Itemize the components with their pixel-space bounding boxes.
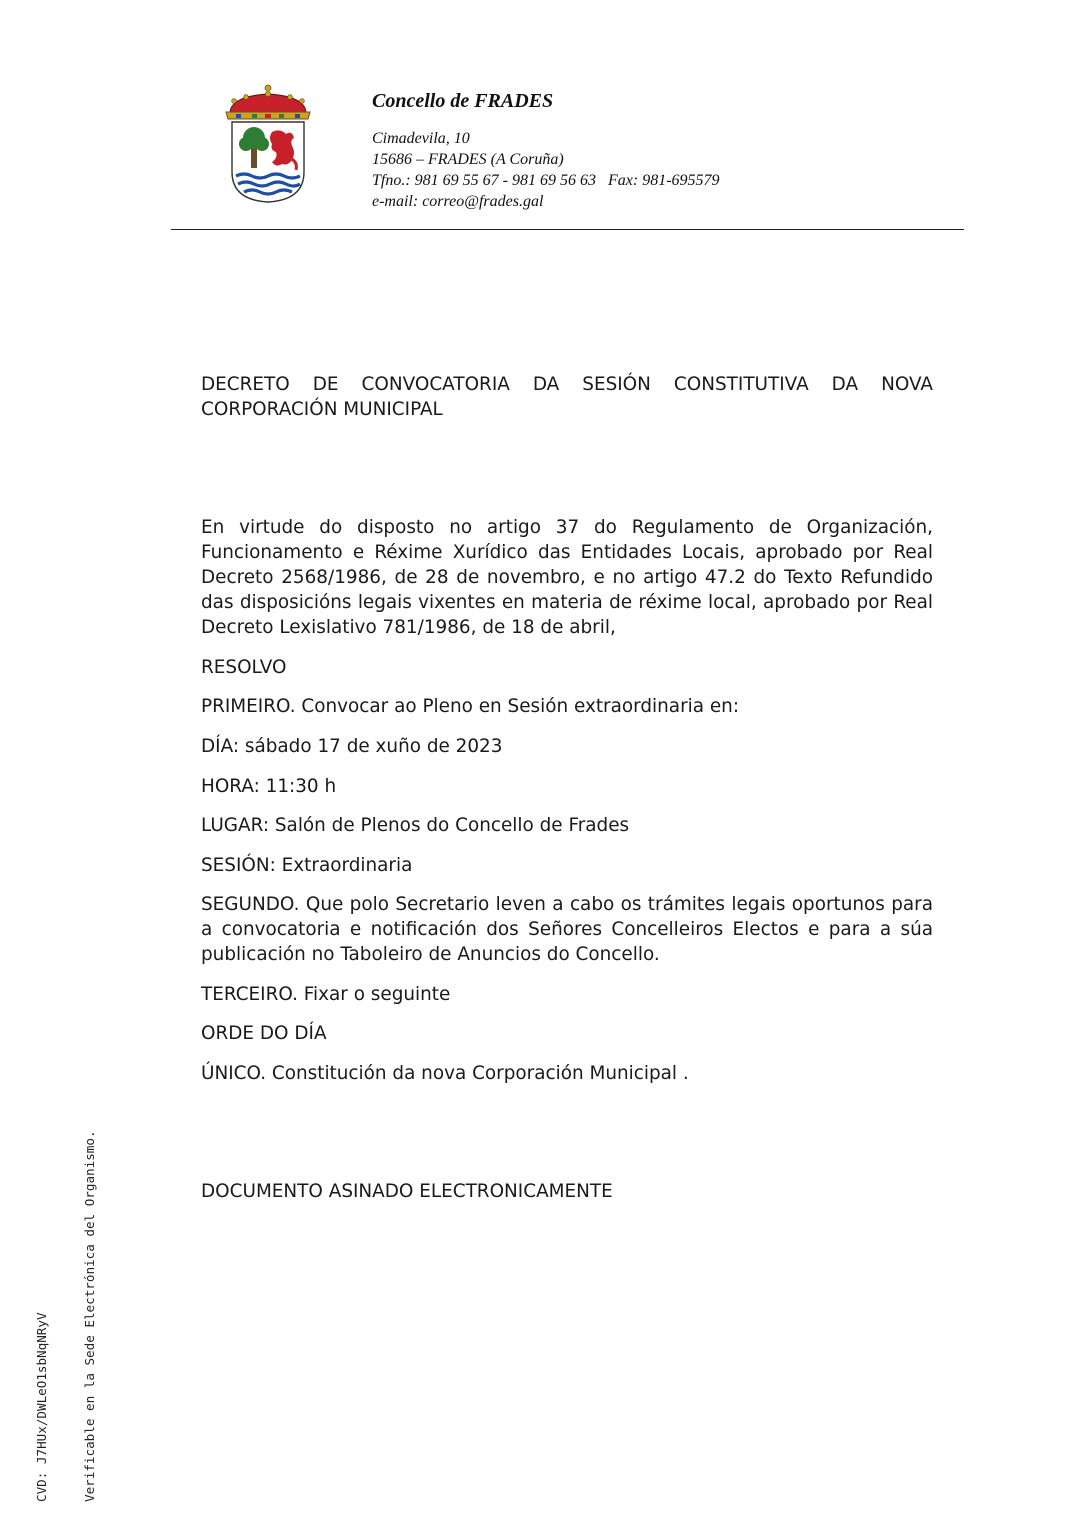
verification-note: Verificable en la Sede Electrónica del Organismo.: [82, 1130, 97, 1502]
organization-name: Concello de FRADES: [372, 90, 554, 112]
intro-paragraph: En virtude do disposto no artigo 37 do Regulamento de Organización, Funcionamento e Réxime Xurídico das Entidades Locais, aprobado por Real Decreto 2568/1986, de 28 de novembro, e no artigo 47.2 do Texto Refundido das disposicións legais vixentes en materia de réxime local, aprobado por Real Decreto Lexislativo 781/1986, de 18 de abril,: [201, 517, 933, 638]
hora-line: HORA: 11:30 h: [201, 776, 337, 797]
sesion-line: SESIÓN: Extraordinaria: [201, 855, 413, 876]
primeiro-paragraph: PRIMEIRO. Convocar ao Pleno en Sesión extraordinaria en:: [201, 696, 740, 717]
address-email: e-mail: correo@frades.gal: [372, 193, 544, 210]
segundo-paragraph: SEGUNDO. Que polo Secretario leven a cabo os trámites legais oportunos para a convocatoria e notificación dos Señores Concelleiros Electos e para a súa publicación no Taboleiro de Anuncios do Concello.: [201, 894, 933, 965]
resolvo-heading: RESOLVO: [201, 657, 287, 678]
signature-note: DOCUMENTO ASINADO ELECTRONICAMENTE: [201, 1181, 613, 1202]
verification-sidebar: [2, 1130, 114, 1502]
address-street: Cimadevila, 10: [372, 130, 470, 147]
terceiro-paragraph: TERCEIRO. Fixar o seguinte: [201, 984, 451, 1005]
lugar-line: LUGAR: Salón de Plenos do Concello de Frades: [201, 815, 630, 836]
address-phone-fax: Tfno.: 981 69 55 67 - 981 69 56 63 Fax: 981-695579: [372, 172, 720, 189]
cvd-code: CVD: J7HUx/DWLeO1sbNqNRyV: [34, 1312, 49, 1502]
address-postal: 15686 – FRADES (A Coruña): [372, 151, 564, 168]
crown-icon: [226, 85, 310, 119]
unico-paragraph: ÚNICO. Constitución da nova Corporación Municipal .: [201, 1063, 689, 1084]
letterhead: [372, 88, 720, 212]
orde-do-dia-heading: ORDE DO DÍA: [201, 1023, 327, 1044]
document-title: DECRETO DE CONVOCATORIA DA SESIÓN CONSTITUTIVA DA NOVA CORPORACIÓN MUNICIPAL: [201, 374, 933, 420]
coat-of-arms-icon: [222, 82, 314, 206]
header-divider: [171, 229, 964, 230]
dia-line: DÍA: sábado 17 de xuño de 2023: [201, 736, 503, 757]
